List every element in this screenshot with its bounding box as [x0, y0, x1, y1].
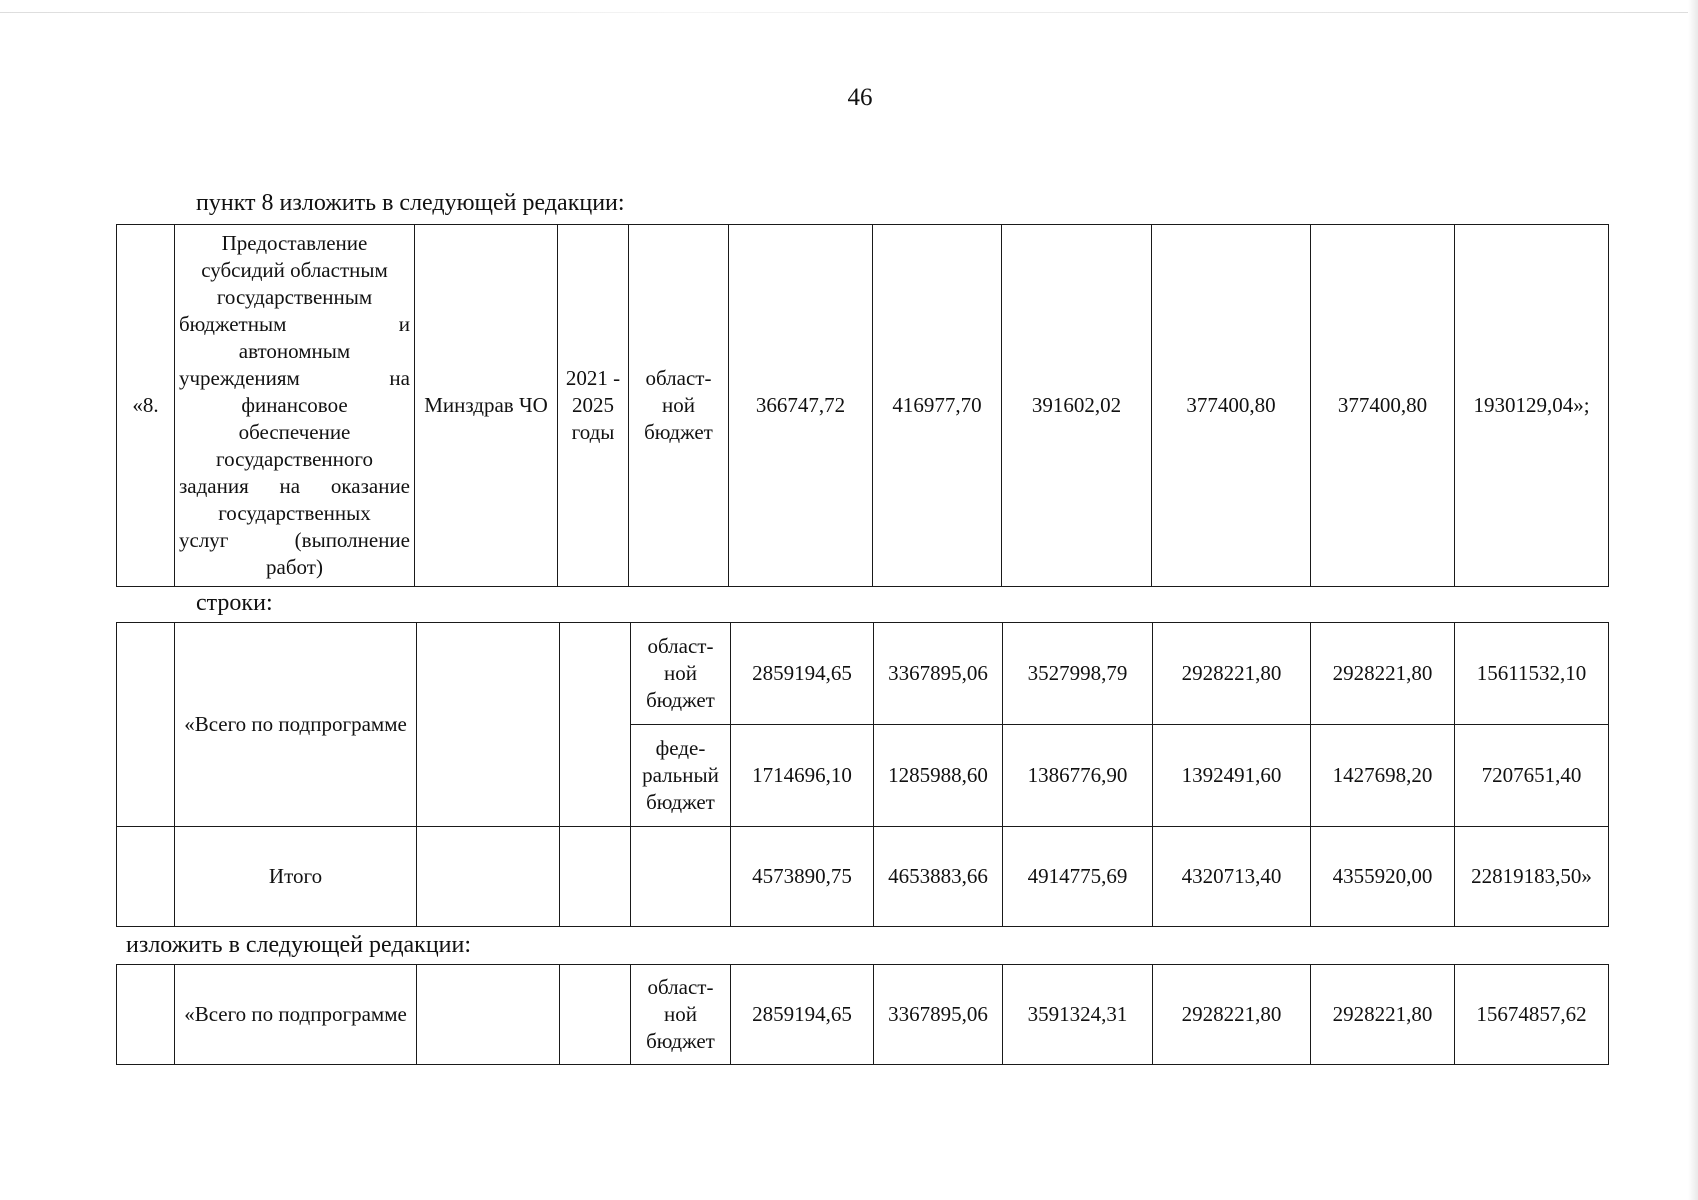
item8-title-line: Предоставление — [221, 231, 368, 255]
old-federal-source: феде-ральный бюджет — [631, 725, 731, 827]
old-regional-2021: 2859194,65 — [731, 623, 874, 725]
old-total-2022: 4653883,66 — [874, 827, 1003, 927]
new-regional-total: 15674857,62 — [1455, 965, 1609, 1065]
old-total-2024: 4320713,40 — [1153, 827, 1311, 927]
old-period-cell — [560, 623, 631, 827]
item8-value-2023: 391602,02 — [1002, 225, 1152, 587]
new-regional-source: област-ной бюджет — [631, 965, 731, 1065]
new-regional-2022: 3367895,06 — [874, 965, 1003, 1065]
old-executor-cell — [417, 623, 560, 827]
item8-title-line: государственным — [216, 285, 373, 309]
old-total-2025: 4355920,00 — [1311, 827, 1455, 927]
old-regional-total: 15611532,10 — [1455, 623, 1609, 725]
item8-title-line: автономным — [238, 339, 351, 363]
item8-title-line: задания на оказание — [179, 474, 410, 498]
new-regional-row — [117, 965, 1609, 1065]
old-total-source-cell — [631, 827, 731, 927]
item8-title-line: учреждениям на — [179, 366, 410, 390]
rows-heading: строки: — [196, 590, 273, 616]
old-rows-table — [116, 622, 1609, 927]
item8-value-2021: 366747,72 — [729, 225, 873, 587]
item8-period: 2021 - 2025 годы — [558, 225, 629, 587]
old-federal-2022: 1285988,60 — [874, 725, 1003, 827]
old-total-executor-cell — [417, 827, 560, 927]
old-total-row — [117, 827, 1609, 927]
scan-artifact-edge — [1688, 0, 1698, 1200]
old-index-cell — [117, 623, 175, 827]
item8-value-2025: 377400,80 — [1311, 225, 1455, 587]
old-subprogram-label: «Всего по подпрограмме — [175, 623, 417, 827]
old-total-2023: 4914775,69 — [1003, 827, 1153, 927]
old-total-index-cell — [117, 827, 175, 927]
new-executor-cell — [417, 965, 560, 1065]
new-heading: изложить в следующей редакции: — [126, 932, 472, 958]
old-federal-2024: 1392491,60 — [1153, 725, 1311, 827]
old-total-2021: 4573890,75 — [731, 827, 874, 927]
intro-heading: пункт 8 изложить в следующей редакции: — [196, 190, 625, 216]
old-total-period-cell — [560, 827, 631, 927]
new-index-cell — [117, 965, 175, 1065]
old-federal-2021: 1714696,10 — [731, 725, 874, 827]
old-regional-row — [117, 623, 1609, 725]
old-regional-source: област-ной бюджет — [631, 623, 731, 725]
old-regional-2022: 3367895,06 — [874, 623, 1003, 725]
old-regional-2025: 2928221,80 — [1311, 623, 1455, 725]
old-total-label: Итого — [175, 827, 417, 927]
item8-executor: Минздрав ЧО — [415, 225, 558, 587]
item8-value-2022: 416977,70 — [873, 225, 1002, 587]
item8-title-line: государственных — [218, 501, 371, 525]
old-federal-total: 7207651,40 — [1455, 725, 1609, 827]
item8-title-line: работ) — [266, 555, 323, 579]
item8-value-total: 1930129,04»; — [1455, 225, 1609, 587]
old-federal-2025: 1427698,20 — [1311, 725, 1455, 827]
item8-row — [117, 225, 1609, 587]
old-regional-2023: 3527998,79 — [1003, 623, 1153, 725]
item8-source: област-ной бюджет — [629, 225, 729, 587]
new-regional-2023: 3591324,31 — [1003, 965, 1153, 1065]
page-number: 46 — [847, 84, 873, 111]
item8-title — [175, 225, 415, 587]
old-federal-2023: 1386776,90 — [1003, 725, 1153, 827]
item8-value-2024: 377400,80 — [1152, 225, 1311, 587]
new-regional-2025: 2928221,80 — [1311, 965, 1455, 1065]
scan-artifact-line — [0, 12, 1698, 13]
new-subprogram-label: «Всего по подпрограмме — [175, 965, 417, 1065]
old-regional-2024: 2928221,80 — [1153, 623, 1311, 725]
item8-title-line: обеспечение — [238, 420, 351, 444]
item8-title-line: государственного — [215, 447, 374, 471]
item8-title-line: финансовое — [241, 393, 348, 417]
new-period-cell — [560, 965, 631, 1065]
new-regional-2024: 2928221,80 — [1153, 965, 1311, 1065]
item8-title-line: услуг (выполнение — [179, 528, 410, 552]
new-regional-2021: 2859194,65 — [731, 965, 874, 1065]
item8-index: «8. — [117, 225, 175, 587]
item8-title-line: субсидий областным — [201, 258, 388, 282]
new-rows-table — [116, 964, 1609, 1065]
old-total-total: 22819183,50» — [1455, 827, 1609, 927]
item8-title-line: бюджетным и — [179, 312, 410, 336]
item8-table — [116, 224, 1609, 587]
